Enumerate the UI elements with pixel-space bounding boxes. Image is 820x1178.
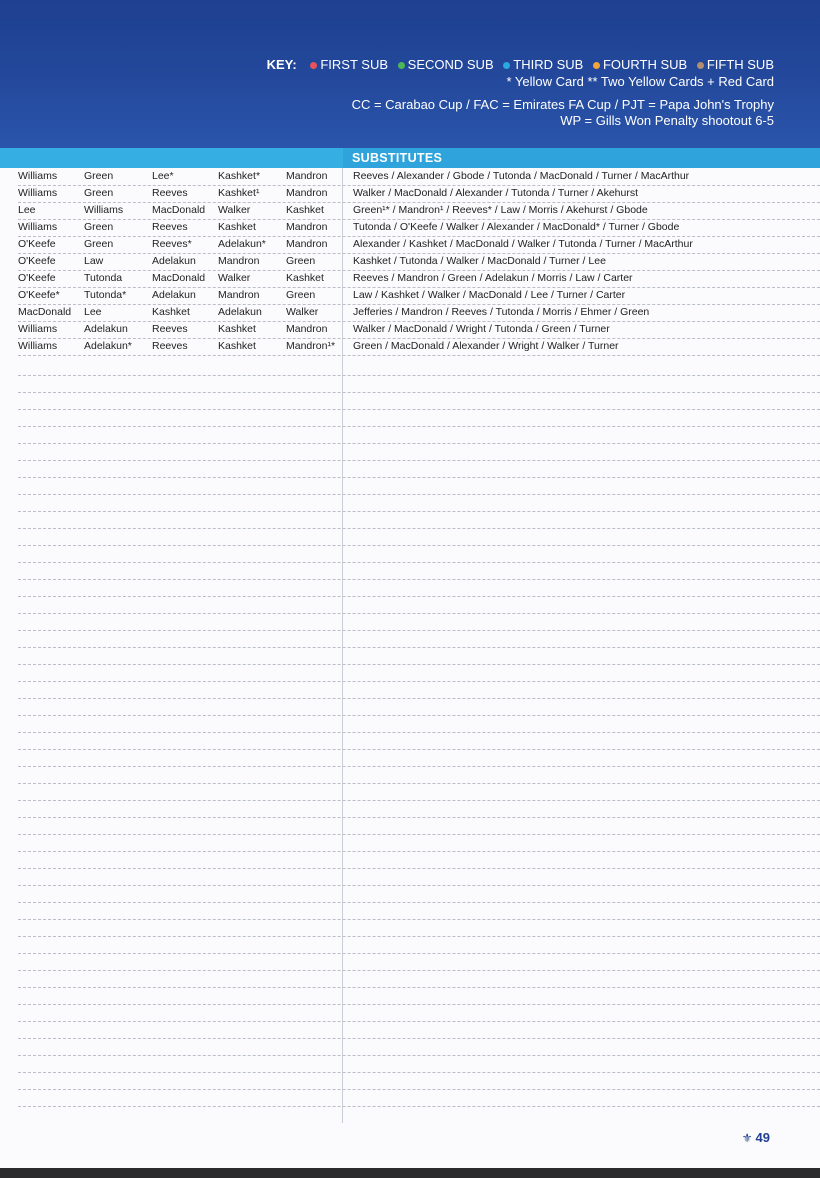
player-cell: Adelakun <box>152 289 196 301</box>
player-cell: O'Keefe* <box>18 289 60 301</box>
empty-ruled-line <box>18 1039 820 1056</box>
table-row <box>18 202 820 220</box>
substitutes-cell: Tutonda / O'Keefe / Walker / Alexander / MacDonald* / Turner / Gbode <box>353 221 680 233</box>
player-cell: Kashket <box>218 340 256 352</box>
empty-ruled-line <box>18 427 820 444</box>
empty-ruled-line <box>18 648 820 665</box>
player-cell: Kashket <box>286 204 324 216</box>
substitutes-cell: Reeves / Mandron / Green / Adelakun / Morris / Law / Carter <box>353 272 633 284</box>
empty-ruled-line <box>18 971 820 988</box>
player-cell: Walker <box>286 306 319 318</box>
player-cell: Williams <box>18 340 58 352</box>
empty-ruled-line <box>18 614 820 631</box>
table-row <box>18 185 820 203</box>
player-cell: O'Keefe <box>18 255 56 267</box>
player-cell: Mandron <box>286 221 328 233</box>
empty-ruled-line <box>18 529 820 546</box>
player-cell: O'Keefe <box>18 238 56 250</box>
empty-ruled-line <box>18 461 820 478</box>
table-row <box>18 270 820 288</box>
empty-ruled-line <box>18 852 820 869</box>
player-cell: Adelakun <box>84 323 128 335</box>
player-cell: Kashket <box>218 221 256 233</box>
empty-ruled-line <box>18 512 820 529</box>
empty-ruled-line <box>18 937 820 954</box>
player-cell: Williams <box>18 187 58 199</box>
player-cell: Green <box>286 255 316 267</box>
table-row <box>18 253 820 271</box>
competitions-legend: CC = Carabao Cup / FAC = Emirates FA Cup / PJT = Papa John's Trophy <box>351 97 774 112</box>
empty-ruled-line <box>18 784 820 801</box>
empty-ruled-line <box>18 988 820 1005</box>
table-row <box>18 321 820 339</box>
player-cell: Williams <box>18 221 58 233</box>
empty-ruled-line <box>18 869 820 886</box>
empty-ruled-line <box>18 478 820 495</box>
player-cell: MacDonald <box>18 306 72 318</box>
player-cell: Reeves <box>152 221 188 233</box>
player-cell: Williams <box>18 323 58 335</box>
player-cell: Mandron <box>218 255 260 267</box>
empty-ruled-line <box>18 682 820 699</box>
table-row <box>18 168 820 186</box>
player-cell: Green <box>84 170 114 182</box>
empty-ruled-line <box>18 410 820 427</box>
player-cell: Green <box>84 238 114 250</box>
substitutes-cell: Green / MacDonald / Alexander / Wright / Walker / Turner <box>353 340 619 352</box>
third-sub-label: THIRD SUB <box>513 57 584 72</box>
substitutes-cell: Walker / MacDonald / Wright / Tutonda / Green / Turner <box>353 323 610 335</box>
key-legend <box>267 57 774 72</box>
penalty-legend: WP = Gills Won Penalty shootout 6-5 <box>560 113 774 128</box>
fifth-sub-dot <box>697 62 704 69</box>
empty-ruled-line <box>18 801 820 818</box>
player-cell: Walker <box>218 272 251 284</box>
substitutes-band <box>0 148 820 168</box>
second-sub-dot <box>398 62 405 69</box>
empty-ruled-line <box>18 597 820 614</box>
header-banner <box>0 0 820 148</box>
substitutes-cell: Green¹* / Mandron¹ / Reeves* / Law / Morris / Akehurst / Gbode <box>353 204 648 216</box>
empty-ruled-line <box>18 1022 820 1039</box>
empty-ruled-line <box>18 767 820 784</box>
bottom-edge <box>0 1168 820 1178</box>
empty-ruled-line <box>18 699 820 716</box>
table-row <box>18 338 820 356</box>
empty-ruled-line <box>18 1005 820 1022</box>
player-cell: Tutonda <box>84 272 123 284</box>
empty-ruled-line <box>18 903 820 920</box>
empty-ruled-line <box>18 444 820 461</box>
empty-ruled-line <box>18 733 820 750</box>
empty-ruled-line <box>18 750 820 767</box>
player-cell: Reeves* <box>152 238 192 250</box>
player-cell: O'Keefe <box>18 272 56 284</box>
lineup-band-strip <box>0 148 343 168</box>
player-cell: Mandron <box>286 323 328 335</box>
player-cell: MacDonald <box>152 204 206 216</box>
substitutes-cell: Reeves / Alexander / Gbode / Tutonda / MacDonald / Turner / MacArthur <box>353 170 690 182</box>
player-cell: Kashket <box>152 306 190 318</box>
empty-ruled-line <box>18 546 820 563</box>
fourth-sub-dot <box>593 62 600 69</box>
player-cell: Mandron¹* <box>286 340 336 352</box>
empty-ruled-line <box>18 376 820 393</box>
substitutes-cell: Law / Kashket / Walker / MacDonald / Lee / Turner / Carter <box>353 289 626 301</box>
empty-ruled-line <box>18 393 820 410</box>
player-cell: Reeves <box>152 323 188 335</box>
empty-ruled-line <box>18 1090 820 1107</box>
player-cell: Reeves <box>152 187 188 199</box>
player-cell: Adelakun <box>152 255 196 267</box>
player-cell: Mandron <box>286 187 328 199</box>
empty-ruled-line <box>18 920 820 937</box>
first-sub-label: FIRST SUB <box>320 57 389 72</box>
player-cell: Law <box>84 255 104 267</box>
page-number <box>742 1130 770 1145</box>
player-cell: Green <box>84 187 114 199</box>
empty-ruled-line <box>18 1056 820 1073</box>
empty-ruled-line <box>18 563 820 580</box>
player-cell: Williams <box>84 204 124 216</box>
player-cell: Adelakun* <box>84 340 132 352</box>
page-number-text: 49 <box>755 1130 770 1145</box>
player-cell: Green <box>84 221 114 233</box>
second-sub-label: SECOND SUB <box>407 57 494 72</box>
player-cell: Walker <box>218 204 251 216</box>
substitutes-cell: Alexander / Kashket / MacDonald / Walker / Tutonda / Turner / MacArthur <box>353 238 693 250</box>
player-cell: Adelakun <box>218 306 262 318</box>
empty-ruled-line <box>18 495 820 512</box>
key-label: KEY: <box>266 57 297 72</box>
player-cell: Mandron <box>218 289 260 301</box>
substitutes-cell: Kashket / Tutonda / Walker / MacDonald / Turner / Lee <box>353 255 606 267</box>
table-row <box>18 219 820 237</box>
empty-ruled-line <box>18 1073 820 1090</box>
player-cell: Lee <box>18 204 36 216</box>
fifth-sub-label: FIFTH SUB <box>706 57 774 72</box>
empty-ruled-line <box>18 886 820 903</box>
table-row <box>18 287 820 305</box>
fourth-sub-label: FOURTH SUB <box>602 57 688 72</box>
player-cell: MacDonald <box>152 272 206 284</box>
table-row <box>18 236 820 254</box>
player-cell: Green <box>286 289 316 301</box>
empty-ruled-line <box>18 665 820 682</box>
lineup-table <box>0 168 820 1128</box>
player-cell: Reeves <box>152 340 188 352</box>
empty-ruled-line <box>18 954 820 971</box>
empty-ruled-line <box>18 716 820 733</box>
cards-legend: * Yellow Card ** Two Yellow Cards + Red Card <box>506 74 774 89</box>
player-cell: Adelakun* <box>218 238 266 250</box>
player-cell: Kashket* <box>218 170 261 182</box>
empty-ruled-line <box>18 818 820 835</box>
third-sub-dot <box>503 62 510 69</box>
empty-ruled-line <box>18 835 820 852</box>
player-cell: Mandron <box>286 170 328 182</box>
player-cell: Mandron <box>286 238 328 250</box>
empty-ruled-line <box>18 580 820 597</box>
player-cell: Kashket <box>218 323 256 335</box>
substitutes-cell: Jefferies / Mandron / Reeves / Tutonda / Morris / Ehmer / Green <box>353 306 650 318</box>
substitutes-cell: Walker / MacDonald / Alexander / Tutonda / Turner / Akehurst <box>353 187 639 199</box>
player-cell: Williams <box>18 170 58 182</box>
first-sub-dot <box>310 62 317 69</box>
club-crest-icon: ⚜ <box>741 1131 753 1145</box>
empty-ruled-line <box>18 631 820 648</box>
player-cell: Tutonda* <box>84 289 127 301</box>
empty-ruled-line <box>18 359 820 376</box>
table-row <box>18 304 820 322</box>
player-cell: Lee <box>84 306 102 318</box>
substitutes-title: SUBSTITUTES <box>352 151 443 165</box>
player-cell: Kashket¹ <box>218 187 260 199</box>
player-cell: Kashket <box>286 272 324 284</box>
player-cell: Lee* <box>152 170 174 182</box>
